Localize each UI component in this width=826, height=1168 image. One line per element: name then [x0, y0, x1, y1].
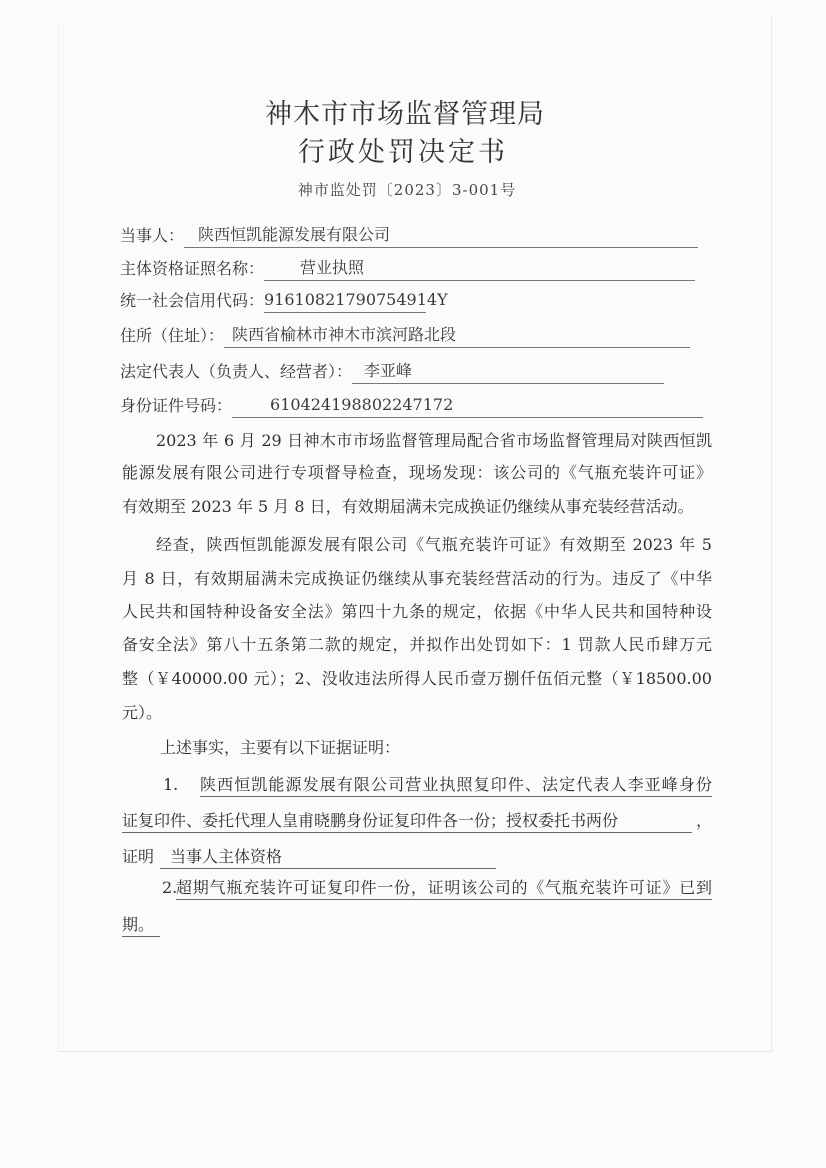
field-value: 李亚峰: [352, 360, 664, 384]
evidence-item-text: 期。: [122, 913, 160, 937]
issuing-authority: 神木市市场监督管理局: [265, 99, 545, 130]
facts-paragraph1-line: 2023 年 6 月 29 日神木市市场监督管理局配合省市场监督管理局对陕西恒凯: [156, 431, 712, 450]
field-id-number: [120, 394, 703, 418]
facts-paragraph2-line: 整（￥40000.00 元）；2、没收违法所得人民币壹万捌仟伍佰元整（￥18500.00: [122, 669, 712, 688]
field-value: 91610821790754914Y: [264, 289, 426, 313]
evidence-item-number: 2.: [162, 878, 178, 897]
facts-paragraph2-line: 备安全法》第八十五条第二款的规定，并拟作出处罚如下：1 罚款人民币肆万元: [122, 635, 712, 654]
document-number: 神市监处罚〔2023〕3-001号: [297, 181, 517, 199]
evidence-item-1-line: [122, 809, 712, 833]
field-legal-representative: [120, 360, 664, 384]
evidence-item-text: 陕西恒凯能源发展有限公司营业执照复印件、法定代表人李亚峰身份: [200, 773, 712, 797]
field-value: 陕西恒凯能源发展有限公司: [184, 224, 698, 248]
evidence-item-2-line: [122, 876, 712, 900]
evidence-item-2-line: [122, 913, 712, 937]
field-label: 法定代表人（负责人、经营者）：: [120, 362, 353, 381]
field-label: 统一社会信用代码：: [120, 291, 265, 310]
document-type: 行政处罚决定书: [298, 137, 508, 168]
evidence-intro: 上述事实，主要有以下证据证明：: [160, 738, 401, 757]
field-label: 主体资格证照名称：: [120, 259, 265, 278]
evidence-item-number: 1.: [163, 775, 179, 794]
evidence-item-1-line: [122, 845, 712, 869]
evidence-item-1-line: [122, 773, 712, 797]
evidence-item-text: 超期气瓶充装许可证复印件一份，证明该公司的《气瓶充装许可证》已到: [176, 876, 712, 900]
field-label: 住所（住址）：: [120, 326, 225, 345]
field-value: 610424198802247172: [232, 394, 703, 418]
field-address: [120, 324, 690, 348]
evidence-item-punct: ，: [695, 811, 712, 830]
facts-paragraph2-line: 经查，陕西恒凯能源发展有限公司《气瓶充装许可证》有效期至 2023 年 5: [156, 535, 712, 554]
field-value: 营业执照: [264, 257, 695, 281]
field-license-name: [120, 257, 695, 281]
facts-paragraph2-line: 人民共和国特种设备安全法》第四十九条的规定，依据《中华人民共和国特种设: [122, 602, 712, 621]
evidence-item-text: 证复印件、委托代理人皇甫晓鹏身份证复印件各一份；授权委托书两份: [122, 809, 692, 833]
field-label: 当事人：: [120, 226, 185, 245]
facts-paragraph1-line: 有效期至 2023 年 5 月 8 日，有效期届满未完成换证仍继续从事充装经营活动。: [122, 497, 694, 516]
evidence-prove-value: 当事人主体资格: [160, 845, 496, 869]
field-credit-code: [120, 289, 448, 313]
evidence-prove-label: 证明: [122, 847, 155, 866]
field-party: [120, 224, 698, 248]
facts-paragraph2-line: 月 8 日，有效期届满未完成换证仍继续从事充装经营活动的行为。违反了《中华: [122, 569, 712, 588]
field-value: 陕西省榆林市神木市滨河路北段: [224, 324, 690, 348]
field-label: 身份证件号码：: [120, 396, 233, 415]
facts-paragraph1-line: 能源发展有限公司进行专项督导检查，现场发现：该公司的《气瓶充装许可证》: [122, 463, 712, 482]
facts-paragraph2-line: 元）。: [122, 703, 163, 722]
